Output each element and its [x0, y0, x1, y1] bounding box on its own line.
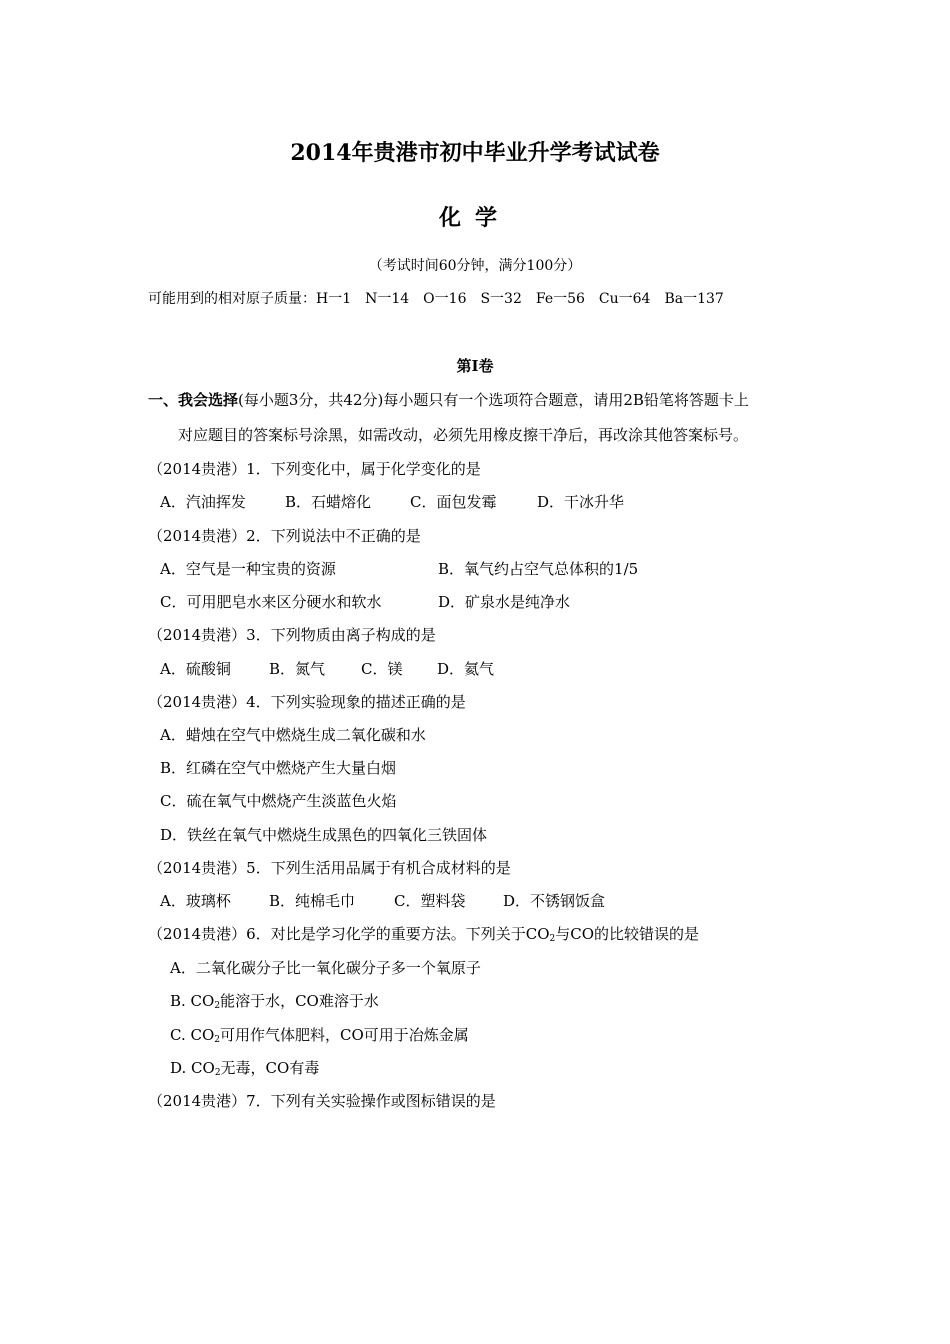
- exam-title: 2014年贵港市初中毕业升学考试试卷: [290, 140, 660, 166]
- q3-option-a: A．硫酸铜: [160, 660, 231, 678]
- question-7-stem: （2014贵港）7．下列有关实验操作或图标错误的是: [148, 1092, 496, 1110]
- q1-option-c: C．面包发霉: [410, 493, 497, 511]
- q4-option-b: B．红磷在空气中燃烧产生大量白烟: [160, 759, 397, 777]
- q6-d-post: 无毒，CO有毒: [220, 1059, 320, 1077]
- q5-option-a: A．玻璃杯: [160, 892, 231, 910]
- q6-b-pre: B. CO: [170, 992, 215, 1010]
- q5-option-c: C．塑料袋: [394, 892, 466, 910]
- q5-option-b: B．纯棉毛巾: [269, 892, 356, 910]
- q6-stem-post: 与CO的比较错误的是: [555, 925, 700, 943]
- q4-option-c: C．硫在氧气中燃烧产生淡蓝色火焰: [160, 792, 397, 810]
- question-2-options-row2: [160, 592, 570, 612]
- q4-option-a: A．蜡烛在空气中燃烧生成二氧化碳和水: [160, 726, 426, 744]
- question-2-stem: （2014贵港）2．下列说法中不正确的是: [148, 527, 421, 545]
- question-1-options: [160, 492, 624, 512]
- volume-heading: 第Ⅰ卷: [456, 357, 494, 375]
- q1-option-d: D．干冰升华: [537, 493, 625, 511]
- question-6-stem: [148, 924, 699, 944]
- question-5-stem: （2014贵港）5．下列生活用品属于有机合成材料的是: [148, 859, 511, 877]
- q3-option-b: B．氮气: [269, 660, 326, 678]
- section-instructions-cont: 对应题目的答案标号涂黑，如需改动，必须先用橡皮擦干净后，再改涂其他答案标号。: [178, 426, 749, 444]
- q6-option-c: [170, 1025, 469, 1045]
- question-2-options-row1: [160, 559, 638, 579]
- question-3-stem: （2014贵港）3．下列物质由离子构成的是: [148, 626, 436, 644]
- q2-option-d: D．矿泉水是纯净水: [438, 593, 571, 611]
- question-1-stem: （2014贵港）1．下列变化中，属于化学变化的是: [148, 460, 481, 478]
- q6-b-subscript: 2: [214, 1001, 221, 1011]
- q6-d-pre: D. CO: [170, 1059, 215, 1077]
- section-title: 一、我会选择: [148, 391, 239, 409]
- q6-b-post: 能溶于水，CO难溶于水: [220, 992, 379, 1010]
- q4-option-d: D．铁丝在氧气中燃烧生成黑色的四氧化三铁固体: [160, 826, 488, 844]
- q2-option-b: B．氧气约占空气总体积的1/5: [438, 560, 639, 578]
- q6-d-subscript: 2: [214, 1068, 221, 1078]
- q6-c-subscript: 2: [214, 1035, 220, 1045]
- q2-option-a: A．空气是一种宝贵的资源: [160, 560, 336, 578]
- q6-option-b: [170, 991, 379, 1011]
- q6-stem-pre: （2014贵港）6．对比是学习化学的重要方法。下列关于CO: [148, 925, 550, 943]
- q6-stem-subscript: 2: [549, 934, 556, 944]
- time-info: （考试时间60分钟，满分100分）: [368, 258, 582, 274]
- q3-option-c: C．镁: [361, 660, 403, 678]
- q2-option-c: C．可用肥皂水来区分硬水和软水: [160, 593, 382, 611]
- q6-option-a: A．二氧化碳分子比一氧化碳分子多一个氧原子: [170, 959, 481, 977]
- section-heading: [148, 390, 749, 410]
- question-4-stem: （2014贵港）4．下列实验现象的描述正确的是: [148, 693, 466, 711]
- q6-option-d: [170, 1058, 319, 1078]
- q6-c-pre: C. CO: [170, 1026, 215, 1044]
- q1-option-b: B．石蜡熔化: [285, 493, 372, 511]
- q5-option-d: D．不锈钢饭盒: [503, 892, 606, 910]
- question-5-options: [160, 891, 605, 911]
- q3-option-d: D．氦气: [437, 660, 495, 678]
- section-instructions: (每小题3分，共42分)每小题只有一个选项符合题意，请用2B铅笔将答题卡上: [238, 391, 749, 409]
- atomic-masses: 可能用到的相对原子质量：H一1 N一14 O一16 S一32 Fe一56 Cu一64 Ba一137: [148, 291, 724, 307]
- q1-option-a: A．汽油挥发: [160, 493, 246, 511]
- subject-title: 化学: [438, 205, 511, 231]
- question-3-options: [160, 659, 494, 679]
- q6-c-post: 可用作气体肥料，CO可用于冶炼金属: [220, 1026, 469, 1044]
